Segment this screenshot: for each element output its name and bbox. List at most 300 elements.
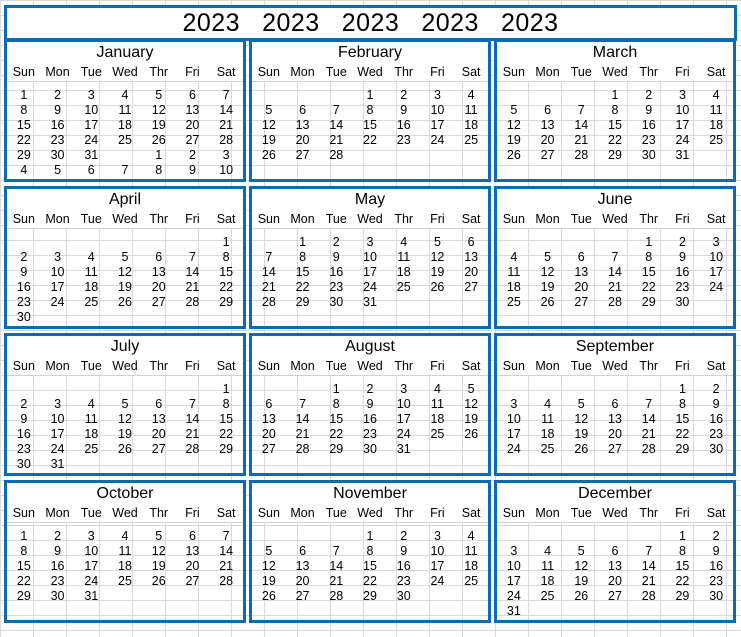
weekday-label: Tue [325, 65, 347, 79]
month-name: April [7, 189, 243, 211]
day-cell: 25 [464, 133, 479, 147]
weekday-label: Fri [430, 359, 445, 373]
day-cell: 30 [641, 148, 656, 162]
day-cell: 26 [574, 442, 589, 456]
day-cell: 25 [118, 574, 132, 588]
day-cell: 5 [155, 88, 163, 102]
weekday-label: Mon [290, 506, 315, 520]
day-cell: 30 [709, 589, 724, 603]
day-cell: 14 [219, 103, 234, 117]
day-cell: 24 [396, 427, 411, 441]
week-row [7, 544, 243, 559]
day-cell: 11 [118, 103, 132, 117]
week-row [7, 427, 243, 442]
day-cell: 29 [219, 442, 234, 456]
day-cell: 8 [332, 397, 340, 411]
week-row [497, 442, 733, 457]
day-cell: 24 [430, 574, 445, 588]
day-cell: 30 [709, 442, 724, 456]
day-cell: 28 [185, 295, 200, 309]
day-cell: 4 [121, 88, 129, 102]
day-cell: 20 [151, 280, 166, 294]
day-cell: 1 [645, 235, 653, 249]
week-row [7, 382, 243, 397]
day-cell: 23 [396, 574, 411, 588]
day-cell [531, 235, 565, 250]
weekday-label: Fri [675, 506, 690, 520]
weekday-label: Sat [706, 212, 726, 226]
day-cell: 3 [87, 529, 95, 543]
day-cell: 7 [222, 529, 230, 543]
day-cell: 7 [577, 103, 585, 117]
day-cell: 19 [261, 133, 276, 147]
weekday-label: Fri [430, 506, 445, 520]
weekday-header-row [7, 211, 243, 229]
week-row [252, 250, 488, 265]
day-cell: 6 [265, 397, 273, 411]
week-row [497, 235, 733, 250]
week-row [497, 427, 733, 442]
day-cell: 4 [510, 250, 518, 264]
day-cell [497, 235, 531, 250]
day-cell: 21 [261, 280, 276, 294]
weekday-header-row [252, 211, 488, 229]
day-cell: 7 [265, 250, 273, 264]
weekday-label: Thr [149, 359, 169, 373]
day-cell: 21 [329, 574, 344, 588]
day-cell: 11 [541, 412, 555, 426]
day-cell: 18 [84, 280, 99, 294]
day-cell [421, 295, 455, 310]
day-cell: 16 [16, 427, 31, 441]
day-cell [531, 382, 565, 397]
day-cell: 2 [20, 397, 28, 411]
day-cell: 28 [219, 574, 234, 588]
day-cell: 22 [641, 280, 656, 294]
day-cell: 11 [84, 265, 98, 279]
week-row [252, 103, 488, 118]
day-cell: 11 [397, 250, 411, 264]
day-cell: 23 [16, 442, 31, 456]
day-cell [564, 382, 598, 397]
weekday-label: Thr [639, 212, 659, 226]
day-cell: 7 [611, 250, 619, 264]
day-cell: 2 [332, 235, 340, 249]
day-cell: 3 [400, 382, 408, 396]
day-cell [74, 382, 108, 397]
day-cell: 22 [363, 133, 377, 147]
day-cell: 7 [188, 397, 196, 411]
day-cell: 8 [155, 163, 163, 177]
day-cell: 12 [261, 559, 276, 573]
day-cell: 4 [544, 544, 552, 558]
month-grid [4, 39, 737, 629]
weekday-header-row [497, 358, 733, 376]
day-cell: 24 [430, 133, 445, 147]
day-cell: 17 [84, 118, 99, 132]
day-cell: 6 [299, 103, 307, 117]
day-cell: 17 [363, 265, 377, 279]
day-cell: 22 [363, 574, 377, 588]
day-cell: 2 [20, 250, 28, 264]
week-row [7, 148, 243, 163]
day-cell: 10 [50, 265, 65, 279]
weekday-label: Sun [12, 506, 35, 520]
weekday-label: Mon [45, 212, 70, 226]
weekday-label: Sat [461, 212, 481, 226]
day-cell: 23 [641, 133, 656, 147]
month-name: January [7, 42, 243, 64]
day-cell: 11 [541, 559, 555, 573]
weekday-label: Sun [12, 65, 35, 79]
weekday-label: Fri [675, 65, 690, 79]
weekday-label: Wed [112, 359, 138, 373]
week-row [497, 118, 733, 133]
day-cell: 11 [118, 544, 132, 558]
weekday-label: Sat [216, 65, 236, 79]
day-cell: 8 [366, 544, 374, 558]
day-cell [108, 235, 142, 250]
weekday-label: Tue [325, 359, 347, 373]
day-cell [454, 589, 488, 604]
day-cell: 10 [50, 412, 65, 426]
day-cell: 15 [16, 118, 31, 132]
day-cell: 2 [400, 88, 408, 102]
day-cell: 30 [396, 589, 411, 603]
weekday-label: Wed [602, 212, 628, 226]
day-cell [176, 589, 210, 604]
week-row [7, 442, 243, 457]
week-row [497, 544, 733, 559]
day-cell: 9 [20, 265, 28, 279]
day-cell: 17 [50, 427, 65, 441]
day-cell [319, 88, 353, 103]
day-cell [598, 235, 632, 250]
day-cell: 29 [641, 295, 656, 309]
day-cell [454, 442, 488, 457]
week-row [252, 589, 488, 604]
day-cell: 13 [185, 103, 200, 117]
weekday-label: Sun [257, 506, 280, 520]
day-cell: 1 [299, 235, 307, 249]
day-cell: 19 [574, 574, 589, 588]
day-cell: 7 [188, 250, 196, 264]
day-cell [209, 457, 243, 472]
weekday-label: Thr [639, 359, 659, 373]
weekday-label: Sun [502, 65, 525, 79]
weeks-container [252, 523, 488, 604]
day-cell: 18 [118, 559, 132, 573]
day-cell: 24 [50, 442, 65, 456]
day-cell [497, 88, 531, 103]
day-cell: 20 [540, 133, 555, 147]
weeks-container [497, 376, 733, 457]
day-cell [209, 310, 243, 325]
day-cell: 14 [185, 412, 200, 426]
day-cell [319, 529, 353, 544]
week-row [497, 559, 733, 574]
day-cell: 17 [430, 118, 445, 132]
weekday-header-row [252, 358, 488, 376]
day-cell: 3 [433, 529, 441, 543]
day-cell: 24 [675, 133, 690, 147]
day-cell [421, 148, 455, 163]
weeks-container [7, 229, 243, 325]
day-cell: 22 [329, 427, 344, 441]
day-cell: 3 [54, 250, 62, 264]
weekday-label: Thr [149, 65, 169, 79]
weekday-label: Sun [502, 359, 525, 373]
week-row [7, 574, 243, 589]
day-cell: 19 [574, 427, 589, 441]
weekday-label: Tue [570, 359, 592, 373]
day-cell: 17 [709, 265, 724, 279]
day-cell [353, 148, 387, 163]
weekday-label: Mon [290, 65, 315, 79]
day-cell: 15 [219, 412, 234, 426]
day-cell: 27 [185, 133, 200, 147]
day-cell: 16 [709, 412, 724, 426]
day-cell: 25 [118, 133, 132, 147]
day-cell: 5 [577, 544, 585, 558]
day-cell: 22 [219, 280, 234, 294]
week-row [497, 529, 733, 544]
year-label: 2023 [500, 8, 559, 37]
day-cell: 15 [363, 559, 377, 573]
day-cell: 17 [50, 280, 65, 294]
day-cell: 2 [366, 382, 374, 396]
year-label: 2023 [262, 8, 320, 37]
week-row [7, 250, 243, 265]
day-cell: 16 [329, 265, 344, 279]
week-row [497, 589, 733, 604]
day-cell: 8 [366, 103, 374, 117]
day-cell: 23 [709, 427, 724, 441]
day-cell: 2 [712, 382, 720, 396]
day-cell: 6 [155, 397, 163, 411]
week-row [497, 280, 733, 295]
day-cell: 10 [430, 544, 445, 558]
day-cell: 15 [363, 118, 377, 132]
week-row [7, 412, 243, 427]
day-cell: 14 [641, 559, 656, 573]
day-cell: 9 [712, 397, 720, 411]
day-cell: 18 [709, 118, 724, 132]
weeks-container [252, 229, 488, 310]
week-row [7, 118, 243, 133]
day-cell [632, 382, 666, 397]
day-cell: 27 [608, 442, 622, 456]
day-cell: 5 [121, 397, 129, 411]
weekday-label: Wed [602, 506, 628, 520]
week-row [7, 133, 243, 148]
day-cell: 7 [299, 397, 307, 411]
day-cell: 5 [433, 235, 441, 249]
weekday-label: Tue [570, 65, 592, 79]
day-cell: 5 [467, 382, 475, 396]
weekday-label: Tue [80, 359, 102, 373]
day-cell: 26 [540, 295, 555, 309]
day-cell: 11 [84, 412, 98, 426]
day-cell: 23 [50, 133, 65, 147]
day-cell: 4 [87, 250, 95, 264]
week-row [7, 589, 243, 604]
week-row [497, 265, 733, 280]
day-cell [252, 88, 286, 103]
weekday-label: Sun [257, 65, 280, 79]
year-label: 2023 [341, 8, 400, 37]
day-cell [108, 310, 142, 325]
weekday-label: Wed [357, 212, 383, 226]
day-cell: 21 [219, 118, 234, 132]
week-row [7, 397, 243, 412]
weekday-label: Sat [461, 506, 481, 520]
day-cell: 17 [506, 574, 521, 588]
day-cell: 9 [678, 250, 686, 264]
day-cell [41, 235, 75, 250]
day-cell: 20 [185, 559, 200, 573]
weekday-label: Mon [535, 212, 560, 226]
day-cell [176, 310, 210, 325]
day-cell: 17 [396, 412, 411, 426]
day-cell: 31 [396, 442, 411, 456]
day-cell: 22 [295, 280, 310, 294]
day-cell: 22 [219, 427, 234, 441]
day-cell: 29 [295, 295, 310, 309]
day-cell: 18 [540, 427, 555, 441]
week-row [252, 427, 488, 442]
day-cell: 9 [332, 250, 340, 264]
day-cell: 12 [574, 412, 589, 426]
day-cell: 3 [510, 544, 518, 558]
month-block-august [249, 333, 491, 476]
weekday-label: Fri [185, 212, 200, 226]
day-cell: 26 [151, 574, 166, 588]
weekday-label: Wed [602, 359, 628, 373]
day-cell [108, 382, 142, 397]
day-cell: 16 [675, 265, 690, 279]
day-cell: 21 [641, 574, 656, 588]
week-row [7, 103, 243, 118]
weekday-label: Tue [80, 65, 102, 79]
weekday-label: Thr [394, 506, 414, 520]
weekday-label: Mon [290, 359, 315, 373]
day-cell: 21 [641, 427, 656, 441]
week-row [497, 103, 733, 118]
day-cell: 29 [363, 589, 377, 603]
day-cell [666, 604, 700, 619]
month-block-march [494, 39, 736, 182]
day-cell: 10 [506, 559, 521, 573]
month-name: August [252, 336, 488, 358]
day-cell [176, 235, 210, 250]
weekday-label: Mon [45, 506, 70, 520]
day-cell: 12 [430, 250, 445, 264]
day-cell [142, 589, 176, 604]
day-cell [74, 235, 108, 250]
day-cell: 9 [400, 544, 408, 558]
day-cell: 20 [295, 133, 310, 147]
day-cell: 24 [709, 280, 724, 294]
weekday-label: Wed [602, 65, 628, 79]
day-cell: 16 [50, 559, 65, 573]
day-cell: 29 [608, 148, 622, 162]
day-cell: 19 [464, 412, 479, 426]
day-cell: 15 [675, 412, 690, 426]
day-cell: 23 [329, 280, 344, 294]
day-cell: 1 [155, 148, 163, 162]
day-cell: 16 [50, 118, 65, 132]
day-cell: 2 [678, 235, 686, 249]
day-cell [286, 382, 320, 397]
weekday-label: Fri [185, 65, 200, 79]
day-cell: 6 [577, 250, 585, 264]
day-cell [564, 235, 598, 250]
day-cell: 1 [611, 88, 619, 102]
weekday-label: Thr [394, 65, 414, 79]
day-cell: 8 [299, 250, 307, 264]
day-cell: 30 [363, 442, 377, 456]
day-cell: 9 [712, 544, 720, 558]
day-cell [598, 604, 632, 619]
day-cell [421, 442, 455, 457]
day-cell: 25 [506, 295, 521, 309]
day-cell: 27 [295, 589, 310, 603]
day-cell: 28 [329, 148, 344, 162]
weekday-header-row [7, 358, 243, 376]
day-cell: 8 [222, 250, 230, 264]
day-cell: 3 [366, 235, 374, 249]
week-row [252, 265, 488, 280]
day-cell: 16 [709, 559, 724, 573]
week-row [252, 574, 488, 589]
day-cell: 20 [608, 574, 622, 588]
day-cell: 18 [84, 427, 99, 441]
day-cell: 25 [464, 574, 479, 588]
weekday-label: Thr [394, 359, 414, 373]
week-row [252, 544, 488, 559]
weekday-label: Mon [535, 506, 560, 520]
day-cell: 5 [155, 529, 163, 543]
day-cell: 27 [540, 148, 555, 162]
day-cell: 8 [678, 397, 686, 411]
week-row [7, 280, 243, 295]
day-cell: 10 [84, 103, 99, 117]
day-cell: 30 [16, 310, 31, 324]
month-name: December [497, 483, 733, 505]
weekday-label: Thr [639, 65, 659, 79]
weekday-header-row [497, 211, 733, 229]
day-cell: 14 [185, 265, 200, 279]
day-cell: 13 [540, 118, 555, 132]
weekday-label: Mon [290, 212, 315, 226]
weekday-header-row [497, 64, 733, 82]
weekday-label: Sat [706, 506, 726, 520]
day-cell: 11 [430, 397, 444, 411]
day-cell [142, 382, 176, 397]
week-row [252, 295, 488, 310]
day-cell: 7 [222, 88, 230, 102]
day-cell: 6 [87, 163, 95, 177]
weekday-label: Mon [45, 359, 70, 373]
weekday-label: Tue [325, 506, 347, 520]
day-cell: 20 [608, 427, 622, 441]
day-cell [142, 457, 176, 472]
day-cell: 17 [430, 559, 445, 573]
day-cell: 16 [396, 118, 411, 132]
day-cell [108, 148, 142, 163]
day-cell: 15 [16, 559, 31, 573]
